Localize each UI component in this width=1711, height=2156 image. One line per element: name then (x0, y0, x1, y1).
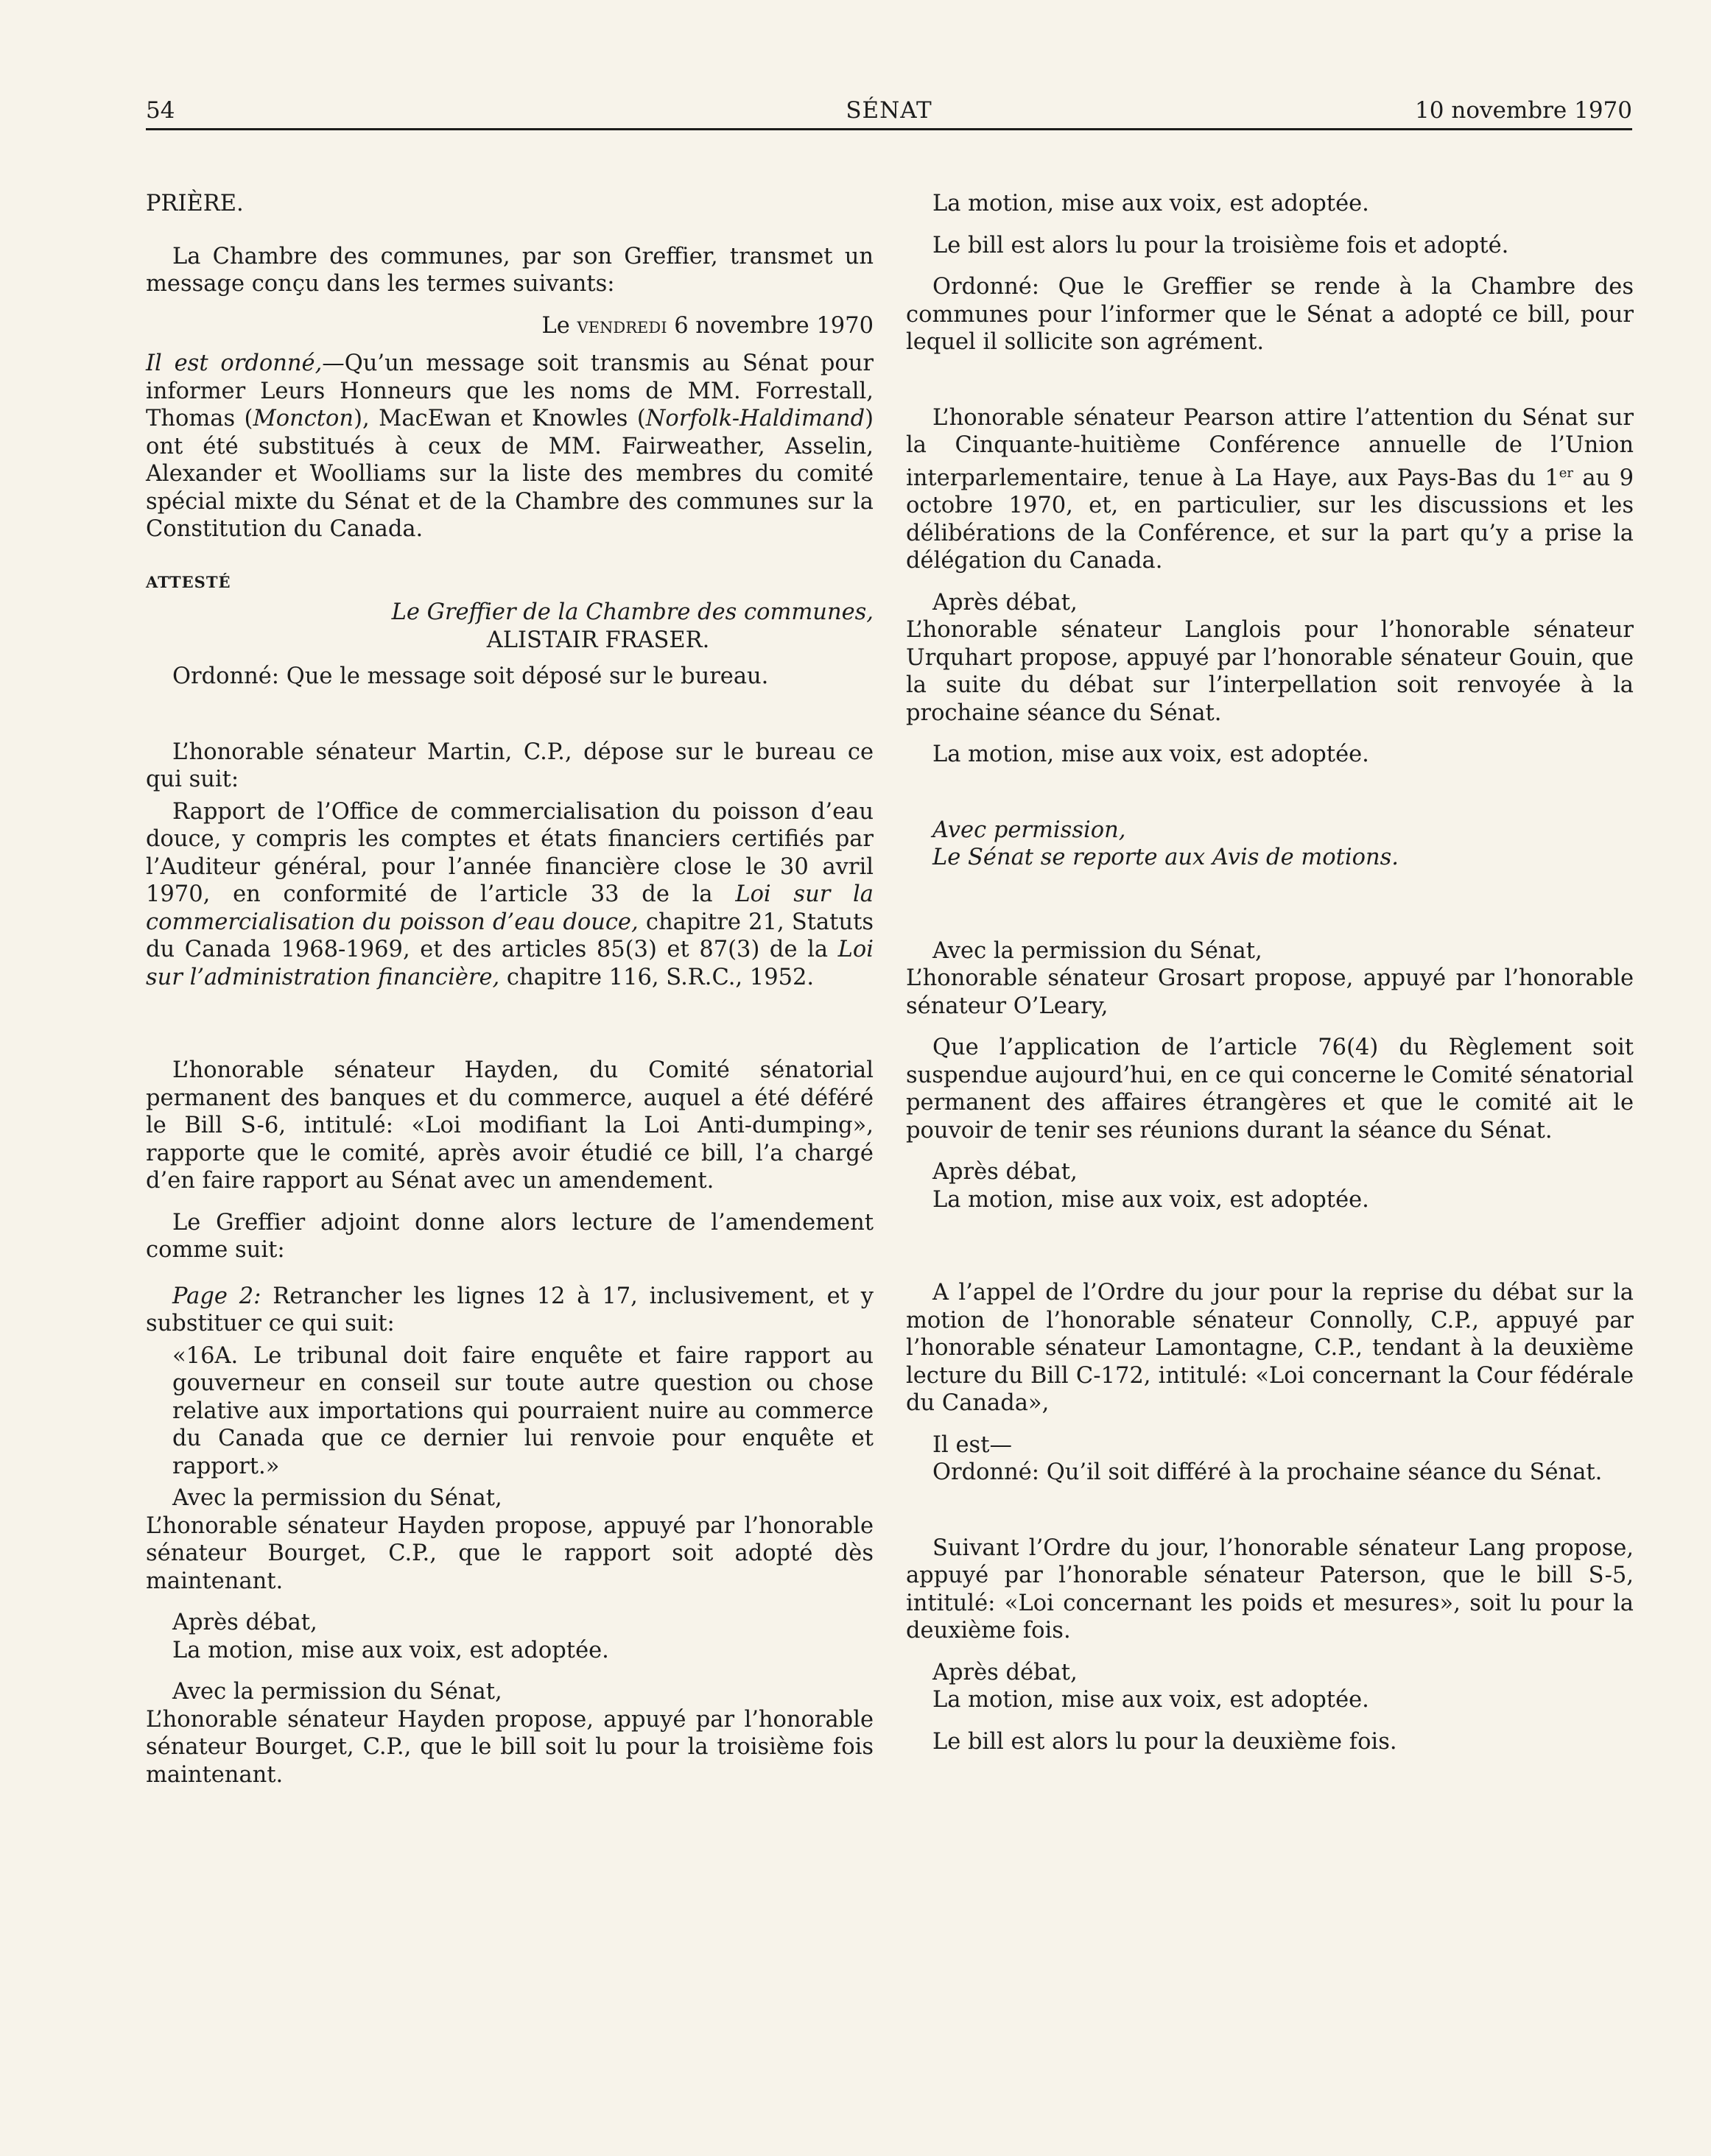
order-text-1: —Qu’un message soit transmis au Sénat pour informer Leurs Honneurs que les noms de MM. Forrestall, Thomas ( (146, 350, 874, 431)
page-header (146, 91, 1632, 128)
third-reading: Le bill est alors lu pour la troisième fois et adopté. (932, 232, 1509, 258)
report-law-2: Loi sur l’administration financière, (146, 937, 874, 990)
report-text-1: Rapport de l’Office de commercialisation du poisson d’eau douce, y compris les comptes et états financiers certifiés par l’Auditeur général, pour l’année financière close le 30 avril 1970, en conformité de l’article 33 de la (146, 798, 874, 907)
hayden-moves-2: L’honorable sénateur Hayden propose, appuyé par l’honorable sénateur Bourget, C.P., que le bill soit lu pour la troisième fois maintenant. (146, 1706, 874, 1788)
grosart-moves: L’honorable sénateur Grosart propose, appuyé par l’honorable sénateur O’Leary, (906, 965, 1634, 1019)
clerk-name: ALISTAIR FRASER. (486, 627, 710, 653)
rule-76-motion: Que l’application de l’article 76(4) du Règlement soit suspendue aujourd’hui, en ce qui concerne le Comité sénatorial permanent des affaires étrangères et que le comité ait le pouvoir de tenir ses réunions durant la séance du Sénat. (906, 1035, 1634, 1144)
order-text-3: ) ont été substitués à ceux de MM. Fairweather, Asselin, Alexander et Woolliams sur la liste des membres du comité spécial mixte du Sénat et de la Chambre des communes sur la Constitution du Canada. (146, 406, 874, 542)
motion-adopted-4: La motion, mise aux voix, est adoptée. (932, 1186, 1369, 1213)
senate-notices: Le Sénat se reporte aux Avis de motions. (932, 845, 1399, 871)
order-lead: Il est ordonné, (146, 350, 323, 376)
martin-intro: L’honorable sénateur Martin, C.P., dépose sur le bureau ce qui suit: (146, 739, 874, 792)
report-paragraph (146, 798, 874, 992)
clerk-title: Le Greffier de la Chambre des communes, (391, 599, 874, 625)
motion-adopted-5: La motion, mise aux voix, est adoptée. (932, 1687, 1369, 1713)
after-debate-3: Après débat, (932, 1159, 1078, 1186)
section-16a: «16A. Le tribunal doit faire enquête et faire rapport au gouverneur en conseil sur toute autre question ou chose relative aux importations qui pourraient nuire au commerce du Canada que ce dernier lui renvoie pour enquête et rapport.» (172, 1342, 874, 1479)
priere-heading: PRIÈRE. (146, 191, 244, 216)
report-law-1: Loi sur la commercialisation du poisson d’eau douce, (146, 881, 874, 935)
with-leave-italic: Avec permission, (932, 817, 1126, 843)
motion-adopted-1: La motion, mise aux voix, est adoptée. (172, 1637, 609, 1663)
it-is: Il est— (932, 1431, 1012, 1458)
after-debate-2: Après débat, (932, 589, 1078, 616)
deputy-clerk-reading: Le Greffier adjoint donne alors lecture de l’amendement comme suit: (146, 1209, 874, 1263)
motion-adopted-2: La motion, mise aux voix, est adoptée. (932, 191, 1369, 216)
running-title: SÉNAT (846, 97, 932, 124)
after-debate-4: Après débat, (932, 1659, 1078, 1685)
leave-3: Avec la permission du Sénat, (932, 937, 1262, 964)
right-column (906, 190, 1634, 1769)
hayden-moves-1: L’honorable sénateur Hayden propose, appuyé par l’honorable sénateur Bourget, C.P., que le rapport soit adopté dès maintenant. (146, 1512, 874, 1594)
dateline-rest: 6 novembre 1970 (667, 312, 874, 339)
order-text-2: ), MacEwan et Knowles ( (354, 406, 646, 431)
page2-text: Retrancher les lignes 12 à 17, inclusivement, et y substituer ce qui suit: (146, 1283, 874, 1336)
report-text-3: chapitre 116, S.R.C., 1952. (499, 964, 815, 990)
ordered-deferred: Ordonné: Qu’il soit différé à la prochaine séance du Sénat. (932, 1459, 1603, 1486)
dateline-day: vendredi (577, 312, 667, 339)
leave-2: Avec la permission du Sénat, (172, 1679, 502, 1705)
pearson-text-2: au 9 octobre 1970, et, en particulier, sur les discussions et les délibérations de la Conférence, et sur la part qu’y a prise la délégation du Canada. (906, 465, 1634, 574)
pearson-inquiry (906, 404, 1634, 575)
dateline (146, 312, 874, 340)
pearson-sup: er (1559, 465, 1574, 481)
dateline-prefix: Le (541, 312, 577, 339)
order-norfolk: Norfolk-Haldimand (645, 406, 865, 431)
hayden-report: L’honorable sénateur Hayden, du Comité sénatorial permanent des banques et du commerce, auquel a été déféré le Bill S-6, intitulé: «Loi modifiant la Loi Anti-dumping», rapporte que le comité, après avoir étudié ce bill, l’a chargé d’en faire rapport au Sénat avec un amendement. (146, 1057, 874, 1194)
ordered-deposit: Ordonné: Que le message soit déposé sur le bureau. (172, 663, 769, 689)
langlois-moves: L’honorable sénateur Langlois pour l’honorable sénateur Urquhart propose, appuyé par l’honorable sénateur Gouin, que la suite du débat sur l’interpellation soit renvoyée à la prochaine séance du Sénat. (906, 617, 1634, 726)
pearson-text-1: L’honorable sénateur Pearson attire l’attention du Sénat sur la Cinquante-huitième Conférence annuelle de l’Union interparlementaire, tenue à La Haye, aux Pays-Bas du 1 (906, 404, 1634, 491)
house-order (146, 350, 874, 543)
page-number: 54 (146, 97, 175, 124)
report-text-2: chapitre 21, Statuts du Canada 1968-1969, et des articles 85(3) et 87(3) de la (146, 909, 874, 962)
motion-adopted-3: La motion, mise aux voix, est adoptée. (932, 741, 1369, 768)
page2-label: Page 2: (172, 1283, 261, 1309)
order-moncton: Moncton (253, 406, 354, 431)
header-rule (146, 128, 1632, 130)
leave-1: Avec la permission du Sénat, (172, 1485, 502, 1511)
message-intro: La Chambre des communes, par son Greffier, transmet un message conçu dans les termes suivants: (146, 243, 874, 297)
lang-moves: Suivant l’Ordre du jour, l’honorable sénateur Lang propose, appuyé par l’honorable sénateur Paterson, que le bill S-5, intitulé: «Loi concernant les poids et mesures», soit lu pour la deuxième fois. (906, 1535, 1634, 1644)
order-of-day-call: A l’appel de l’Ordre du jour pour la reprise du débat sur la motion de l’honorable sénateur Connolly, C.P., appuyé par l’honorable sénateur Lamontagne, C.P., tendant à la deuxième lecture du Bill C-172, intitulé: «Loi concernant la Cour fédérale du Canada», (906, 1280, 1634, 1417)
second-reading: Le bill est alors lu pour la deuxième fois. (932, 1728, 1397, 1755)
attest-label: ATTESTÉ (146, 572, 231, 591)
page-date: 10 novembre 1970 (1415, 97, 1632, 124)
ordered-clerk: Ordonné: Que le Greffier se rende à la Chambre des communes pour l’informer que le Sénat a adopté ce bill, pour lequel il sollicite son agrément. (906, 274, 1634, 355)
left-column (146, 190, 874, 1803)
page2-amendment (146, 1283, 874, 1338)
after-debate-1: Après débat, (172, 1610, 317, 1635)
